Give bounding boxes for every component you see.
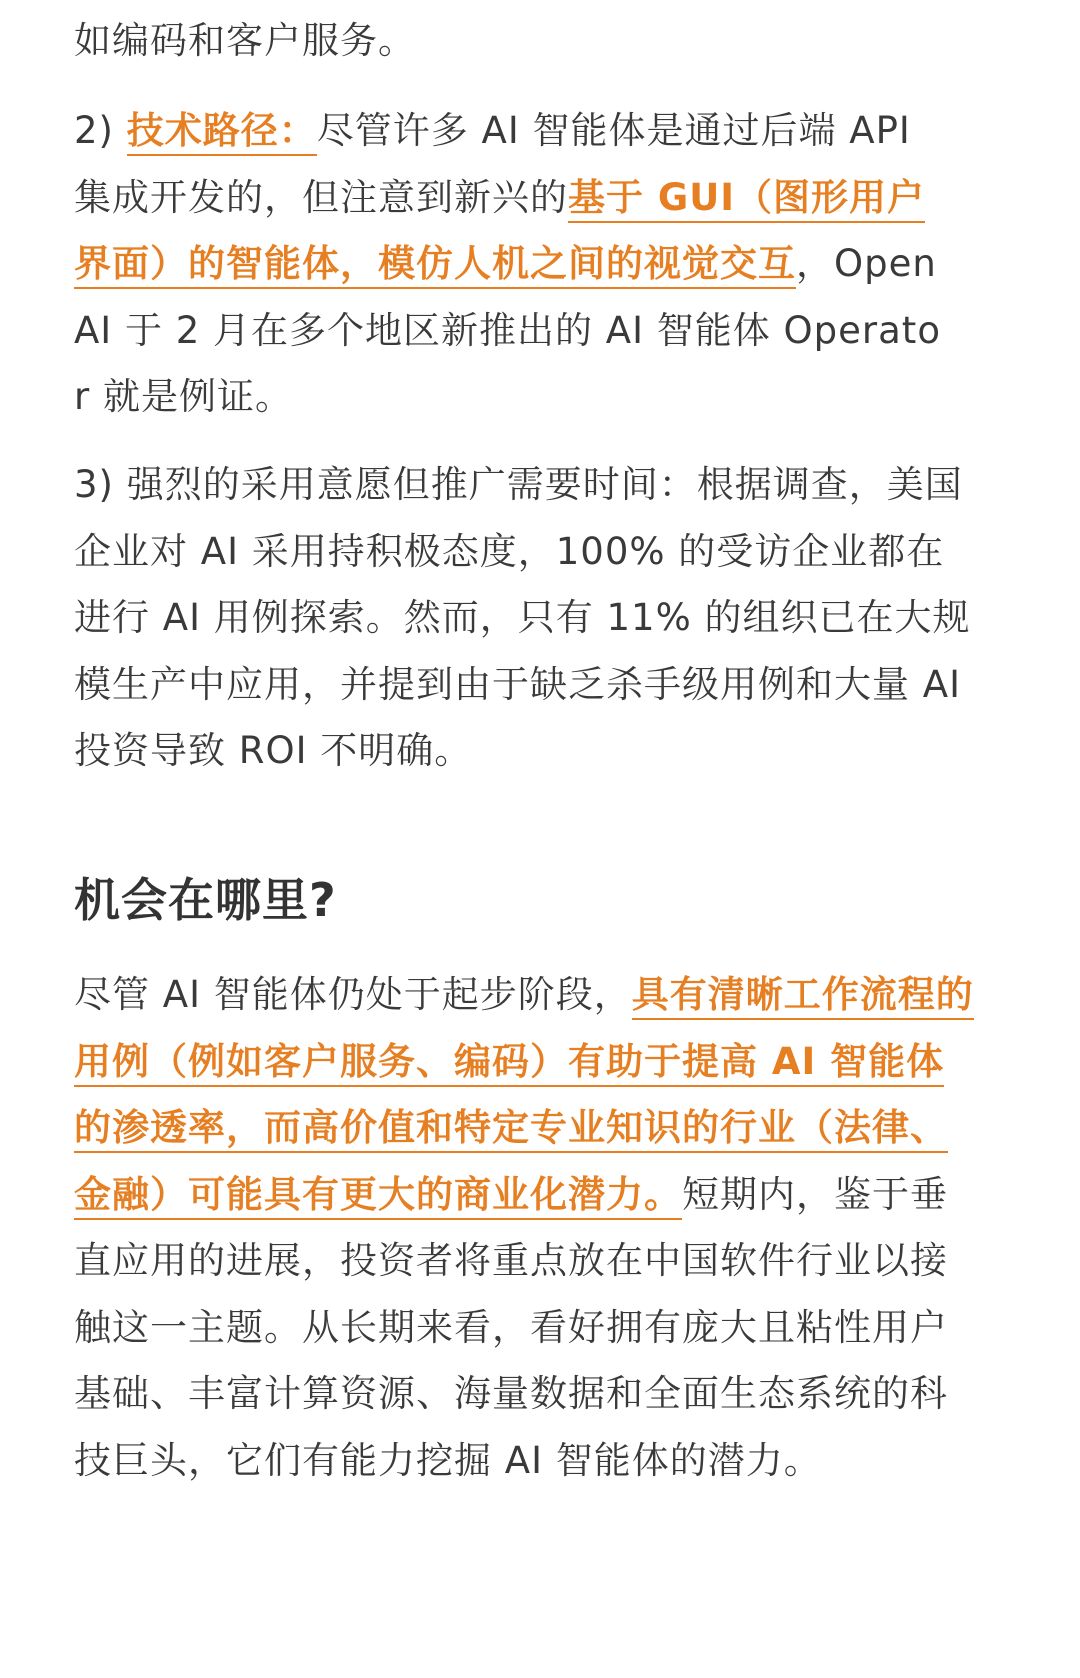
paragraph-text: ，OpenAI 于 2 月在多个地区新推出的 AI 智能体 Operator 就是例证。 xyxy=(74,242,941,418)
list-number: 2) xyxy=(74,109,127,152)
paragraph-text: 短期内，鉴于垂直应用的进展，投资者将重点放在中国软件行业以接触这一主题。从长期来看，看好拥有庞大且粘性用户基础、丰富计算资源、海量数据和全面生态系统的科技巨头，它们有能力挖掘 AI 智能体的潜力。 xyxy=(74,1172,948,1482)
paragraph-intro-tail xyxy=(74,8,1014,75)
paragraph-text: 如编码和客户服务。 xyxy=(74,19,416,62)
paragraph-adoption xyxy=(74,452,974,785)
paragraph-text: 尽管许多 AI 智能体是通过后端 API 集成开发的，但注意到新兴的 xyxy=(74,109,911,219)
highlight-link-tech-path[interactable]: 技术路径： xyxy=(127,109,317,156)
paragraph-tech-path xyxy=(74,98,944,431)
highlight-link-use-cases[interactable]: 具有清晰工作流程的用例（例如客户服务、编码）有助于提高 AI 智能体的渗透率，而高价值和特定专业知识的行业（法律、金融）可能具有更大的商业化潜力。 xyxy=(74,973,974,1220)
highlight-link-gui-agent[interactable]: 基于 GUI（图形用户界面）的智能体，模仿人机之间的视觉交互 xyxy=(74,176,925,290)
paragraph-text: 3) 强烈的采用意愿但推广需要时间：根据调查，美国企业对 AI 采用持积极态度，100% 的受访企业都在进行 AI 用例探索。然而，只有 11% 的组织已在大规模生产中应用，并提到由于缺乏杀手级用例和大量 AI 投资导致 ROI 不明确。 xyxy=(74,463,971,772)
paragraph-text: 尽管 AI 智能体仍处于起步阶段， xyxy=(74,973,632,1016)
paragraph-opportunity xyxy=(74,962,974,1494)
section-heading: 机会在哪里? xyxy=(74,873,337,927)
